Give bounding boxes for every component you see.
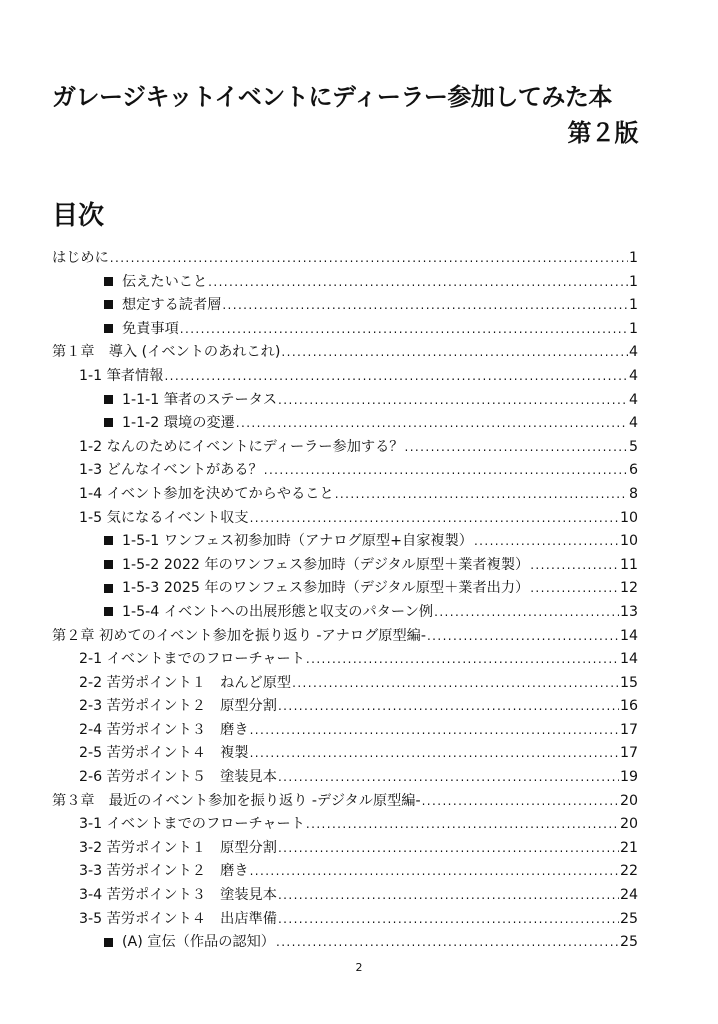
toc-entry-page: 16: [619, 698, 638, 715]
dot-leader: [250, 742, 619, 766]
toc-entry-page: 11: [619, 556, 638, 573]
toc-entry-page: 4: [628, 391, 638, 408]
toc-entry-page: 10: [619, 533, 638, 550]
square-bullet-icon: [104, 418, 113, 427]
toc-entry-page: 4: [628, 344, 638, 361]
toc-entry-page: 17: [619, 745, 638, 762]
toc-entry-title: 1-1 筆者情報: [79, 367, 164, 384]
dot-leader: [422, 790, 619, 814]
toc-entry-title: 第１章 導入 (イベントのあれこれ): [52, 344, 281, 361]
toc-entry[interactable]: [52, 813, 638, 837]
toc-entry-page: 10: [619, 509, 638, 526]
toc-entry-page: 1: [628, 250, 638, 266]
toc-entry[interactable]: [52, 247, 638, 271]
square-bullet-icon: [104, 324, 113, 333]
dot-leader: [250, 860, 619, 884]
dot-leader: [276, 931, 619, 955]
toc-entry[interactable]: [52, 459, 638, 483]
toc-entry[interactable]: [52, 436, 638, 460]
toc-entry-page: 13: [619, 603, 638, 620]
toc-entry[interactable]: [52, 530, 638, 554]
document-title: ガレージキットイベントにディーラー参加してみた本: [52, 83, 612, 111]
dot-leader: [530, 554, 619, 578]
dot-leader: [306, 648, 619, 672]
toc-entry[interactable]: [52, 884, 638, 908]
dot-leader: [474, 530, 619, 554]
toc-entry-page: 20: [619, 816, 638, 833]
toc-entry[interactable]: [52, 790, 638, 814]
toc-entry-title: 1-1-2 環境の変遷: [122, 415, 235, 432]
toc-entry-title: 1-5-4 イベントへの出展形態と収支のパターン例: [122, 603, 434, 620]
toc-entry-title: 1-5 気になるイベント収支: [79, 509, 249, 526]
page-number: 2: [355, 961, 363, 974]
dot-leader: [278, 695, 619, 719]
dot-leader: [278, 884, 619, 908]
toc-entry[interactable]: [52, 318, 638, 342]
dot-leader: [278, 766, 619, 790]
toc-entry-title: (A) 宣伝（作品の認知）: [122, 934, 275, 951]
toc-entry-title: 1-5-1 ワンフェス初参加時（アナログ原型+自家複製）: [122, 533, 473, 550]
dot-leader: [292, 672, 619, 696]
toc-entry-page: 22: [619, 863, 638, 880]
toc-entry-title: 1-1-1 筆者のステータス: [122, 391, 278, 408]
toc-entry-title: 第２章 初めてのイベント参加を振り返り -アナログ原型編-: [52, 627, 426, 644]
toc-entry-title: 3-2 苦労ポイント１ 原型分割: [79, 839, 277, 856]
square-bullet-icon: [104, 536, 113, 545]
toc-entry-page: 6: [628, 462, 638, 479]
square-bullet-icon: [104, 560, 113, 569]
toc-entry-page: 24: [619, 887, 638, 904]
document-edition: 第２版: [567, 119, 638, 147]
dot-leader: [180, 318, 628, 342]
toc-entry[interactable]: [52, 695, 638, 719]
dot-leader: [427, 625, 619, 649]
toc-entry[interactable]: [52, 507, 638, 531]
toc-entry-title: 3-5 苦労ポイント４ 出店準備: [79, 910, 277, 927]
toc-entry-title: 1-5-3 2025 年のワンフェス参加時（デジタル原型＋業者出力）: [122, 580, 530, 597]
toc-entry-title: 伝えたいこと: [122, 273, 208, 290]
toc-entry-title: 1-5-2 2022 年のワンフェス参加時（デジタル原型＋業者複製）: [122, 556, 530, 573]
toc-entry[interactable]: [52, 341, 638, 365]
toc-entry-title: 3-1 イベントまでのフローチャート: [79, 816, 305, 833]
toc-entry[interactable]: [52, 554, 638, 578]
square-bullet-icon: [104, 607, 113, 616]
dot-leader: [405, 436, 628, 460]
toc-entry-page: 8: [628, 485, 638, 502]
toc-entry-title: 1-2 なんのためにイベントにディーラー参加する？: [79, 438, 404, 455]
toc-entry[interactable]: [52, 860, 638, 884]
toc-entry[interactable]: [52, 672, 638, 696]
square-bullet-icon: [104, 277, 113, 286]
toc-entry[interactable]: [52, 365, 638, 389]
toc-entry[interactable]: [52, 719, 638, 743]
toc-entry[interactable]: [52, 577, 638, 601]
dot-leader: [264, 459, 628, 483]
toc-entry-page: 21: [619, 839, 638, 856]
dot-leader: [281, 341, 628, 365]
toc-entry[interactable]: [52, 742, 638, 766]
toc-entry[interactable]: [52, 766, 638, 790]
toc-entry-title: はじめに: [52, 250, 109, 266]
toc-entry[interactable]: [52, 625, 638, 649]
toc-entry[interactable]: [52, 601, 638, 625]
dot-leader: [222, 294, 628, 318]
toc-entry-title: 2-6 苦労ポイント５ 塗装見本: [79, 769, 277, 786]
dot-leader: [530, 577, 619, 601]
toc-entry-title: 1-4 イベント参加を決めてからやること: [79, 485, 334, 502]
dot-leader: [278, 389, 628, 413]
toc-entry-title: 2-2 苦労ポイント１ ねんど原型: [79, 674, 292, 691]
toc-entry-page: 19: [619, 769, 638, 786]
dot-leader: [278, 837, 619, 861]
toc-entry[interactable]: [52, 412, 638, 436]
square-bullet-icon: [104, 300, 113, 309]
toc-entry-page: 14: [619, 627, 638, 644]
square-bullet-icon: [104, 938, 113, 947]
toc-entry[interactable]: [52, 648, 638, 672]
toc-entry-page: 5: [628, 438, 638, 455]
dot-leader: [250, 507, 619, 531]
toc-entry-page: 1: [628, 320, 638, 337]
toc-entry-title: 第３章 最近のイベント参加を振り返り -デジタル原型編-: [52, 792, 421, 809]
toc-entry[interactable]: [52, 294, 638, 318]
toc-entry[interactable]: [52, 271, 638, 295]
toc-entry-page: 15: [619, 674, 638, 691]
toc-entry-page: 1: [628, 297, 638, 314]
toc-entry-page: 25: [619, 934, 638, 951]
toc-entry-page: 14: [619, 651, 638, 668]
toc-entry-title: 2-5 苦労ポイント４ 複製: [79, 745, 249, 762]
dot-leader: [335, 483, 628, 507]
toc-entry-title: 免責事項: [122, 320, 179, 337]
dot-leader: [278, 908, 619, 932]
toc-entry-page: 12: [619, 580, 638, 597]
toc-entry-title: 3-4 苦労ポイント３ 塗装見本: [79, 887, 277, 904]
toc-entry-title: 3-3 苦労ポイント２ 磨き: [79, 863, 249, 880]
toc-entry[interactable]: [52, 931, 638, 955]
toc-entry-page: 17: [619, 721, 638, 738]
toc-entry-title: 2-1 イベントまでのフローチャート: [79, 651, 305, 668]
toc-entry-title: 想定する読者層: [122, 297, 222, 314]
dot-leader: [250, 719, 619, 743]
toc-entry-page: 1: [628, 273, 638, 290]
dot-leader: [236, 412, 628, 436]
toc-entry[interactable]: [52, 389, 638, 413]
dot-leader: [434, 601, 619, 625]
dot-leader: [208, 271, 628, 295]
square-bullet-icon: [104, 395, 113, 404]
toc-entry-page: 25: [619, 910, 638, 927]
toc-entry[interactable]: [52, 483, 638, 507]
toc-entry-page: 4: [628, 415, 638, 432]
dot-leader: [164, 365, 628, 389]
dot-leader: [306, 813, 619, 837]
toc-entry-title: 2-3 苦労ポイント２ 原型分割: [79, 698, 277, 715]
toc-entry[interactable]: [52, 908, 638, 932]
toc-entry-title: 2-4 苦労ポイント３ 磨き: [79, 721, 249, 738]
toc-entry[interactable]: [52, 837, 638, 861]
toc-entry-page: 20: [619, 792, 638, 809]
toc-heading: 目次: [52, 201, 105, 231]
toc-entry-title: 1-3 どんなイベントがある？: [79, 462, 263, 479]
toc-entry-page: 4: [628, 367, 638, 384]
table-of-contents: [52, 247, 638, 955]
dot-leader: [110, 247, 628, 271]
square-bullet-icon: [104, 584, 113, 593]
